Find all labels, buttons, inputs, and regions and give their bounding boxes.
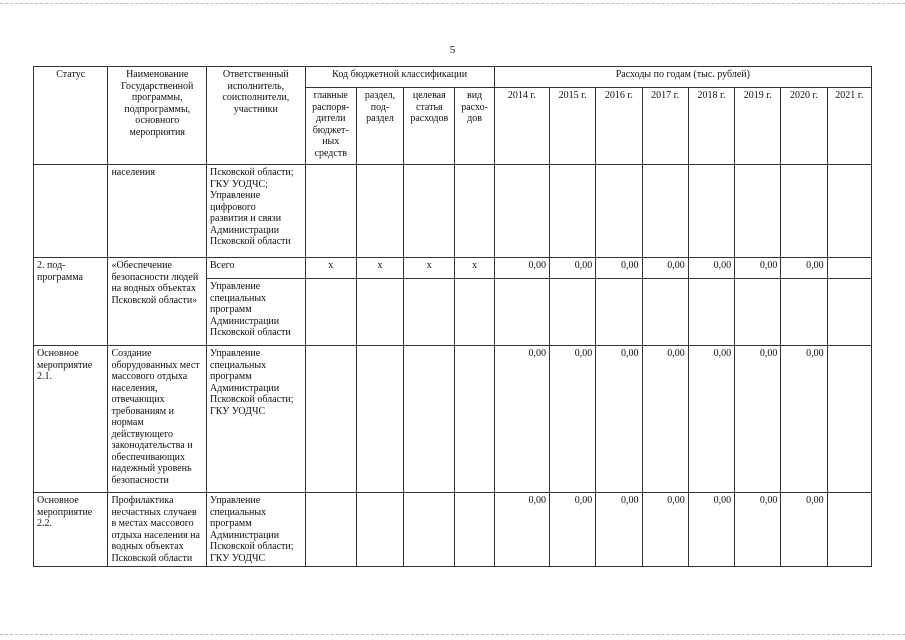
cell-value: 0,00 [642, 258, 688, 279]
cell-status [34, 165, 108, 258]
cell-value [494, 165, 549, 258]
header-expenses: Расходы по годам (тыс. рублей) [494, 67, 871, 88]
cell-code: х [356, 258, 403, 279]
table-row [34, 258, 872, 279]
cell-code [404, 165, 455, 258]
cell-value: 0,00 [550, 493, 596, 567]
header-year: 2020 г. [781, 88, 827, 165]
page-number: 5 [449, 44, 456, 56]
cell-value: 0,00 [735, 493, 781, 567]
budget-table [33, 66, 872, 567]
cell-responsible: Всего [207, 258, 306, 279]
cell-value [827, 165, 871, 258]
cell-value [781, 279, 827, 346]
cell-responsible: Псковской области; ГКУ УОДЧС; Управление цифрового развития и связи Администрации Псковской области [207, 165, 306, 258]
cell-value [827, 493, 871, 567]
cell-value [735, 279, 781, 346]
cell-status: 2. под- программа [34, 258, 108, 346]
table-row [34, 165, 872, 258]
scan-edge-bottom [0, 634, 905, 635]
cell-code [305, 346, 356, 493]
header-status: Статус [34, 67, 108, 165]
cell-code [455, 279, 494, 346]
cell-name: Профилактика несчастных случаев в местах массового отдыха населения на водных объектах Псковской области [108, 493, 207, 567]
cell-value [642, 279, 688, 346]
cell-status: Основное мероприятие 2.2. [34, 493, 108, 567]
cell-value: 0,00 [735, 258, 781, 279]
header-year: 2017 г. [642, 88, 688, 165]
cell-code [356, 346, 403, 493]
cell-value [827, 346, 871, 493]
header-year: 2019 г. [735, 88, 781, 165]
cell-value: 0,00 [596, 493, 642, 567]
cell-code [356, 279, 403, 346]
scan-edge-top [0, 3, 905, 4]
cell-value: 0,00 [781, 346, 827, 493]
cell-name: «Обеспечение безопасности людей на водных объектах Псковской области» [108, 258, 207, 346]
cell-value [642, 165, 688, 258]
cell-code [356, 165, 403, 258]
header-row [34, 67, 872, 88]
cell-code [305, 493, 356, 567]
cell-code [356, 493, 403, 567]
header-name: Наименование Государственной программы, подпрограммы, основного мероприятия [108, 67, 207, 165]
cell-code [305, 279, 356, 346]
table-row [34, 493, 872, 567]
cell-value [550, 165, 596, 258]
cell-value: 0,00 [688, 258, 734, 279]
cell-name: населения [108, 165, 207, 258]
header-budget-code: Код бюджетной классификации [305, 67, 494, 88]
table-row [34, 346, 872, 493]
cell-code [455, 493, 494, 567]
header-responsible: Ответственный исполнитель, соисполнители, участники [207, 67, 306, 165]
header-year: 2014 г. [494, 88, 549, 165]
cell-value [827, 258, 871, 279]
cell-value [827, 279, 871, 346]
header-year: 2015 г. [550, 88, 596, 165]
cell-code [404, 279, 455, 346]
header-code-gr: главные распоря- дители бюджет- ных средств [305, 88, 356, 165]
cell-value: 0,00 [596, 346, 642, 493]
cell-value: 0,00 [642, 493, 688, 567]
cell-code [404, 493, 455, 567]
cell-value: 0,00 [781, 258, 827, 279]
cell-status: Основное мероприятие 2.1. [34, 346, 108, 493]
cell-value: 0,00 [688, 346, 734, 493]
cell-value: 0,00 [735, 346, 781, 493]
cell-value: 0,00 [642, 346, 688, 493]
cell-responsible: Управление специальных программ Администрации Псковской области [207, 279, 306, 346]
cell-responsible: Управление специальных программ Администрации Псковской области; ГКУ УОДЧС [207, 493, 306, 567]
cell-value: 0,00 [596, 258, 642, 279]
cell-value: 0,00 [494, 346, 549, 493]
header-code-target: целевая статья расходов [404, 88, 455, 165]
header-year: 2018 г. [688, 88, 734, 165]
cell-code [404, 346, 455, 493]
cell-value [596, 165, 642, 258]
cell-code: х [455, 258, 494, 279]
cell-value [550, 279, 596, 346]
cell-value: 0,00 [781, 493, 827, 567]
header-code-section: раздел, под- раздел [356, 88, 403, 165]
cell-value [494, 279, 549, 346]
cell-value [596, 279, 642, 346]
header-year: 2016 г. [596, 88, 642, 165]
cell-code: х [305, 258, 356, 279]
cell-value: 0,00 [494, 258, 549, 279]
cell-code [455, 346, 494, 493]
cell-value: 0,00 [550, 258, 596, 279]
header-code-type: вид расхо- дов [455, 88, 494, 165]
cell-name: Создание оборудованных мест массового отдыха населения, отвечающих требованиям и нормам действующего законодательства и обеспечивающих надежный уровень безопасности [108, 346, 207, 493]
cell-value: 0,00 [494, 493, 549, 567]
cell-value [781, 165, 827, 258]
cell-code [305, 165, 356, 258]
cell-value [688, 279, 734, 346]
header-year: 2021 г. [827, 88, 871, 165]
cell-responsible: Управление специальных программ Администрации Псковской области; ГКУ УОДЧС [207, 346, 306, 493]
cell-value: 0,00 [688, 493, 734, 567]
cell-code [455, 165, 494, 258]
cell-value [735, 165, 781, 258]
cell-code: х [404, 258, 455, 279]
cell-value [688, 165, 734, 258]
cell-value: 0,00 [550, 346, 596, 493]
